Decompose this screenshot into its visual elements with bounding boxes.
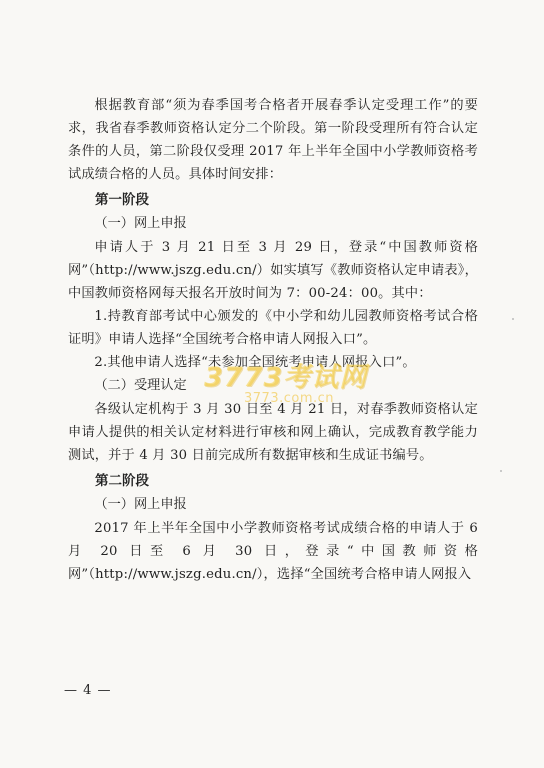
page-number: — 4 — [64,683,112,698]
scan-speck [500,470,502,472]
stage1-item-1: 1.持教育部考试中心颁发的《中小学和幼儿园教师资格考试合格证明》申请人选择“全国统考合格申请人网报入口”。 [68,309,478,347]
stage1-online-subheading: （一）网上申报 [94,216,187,231]
document-body [68,94,478,586]
stage1-accept-paragraph: 各级认定机构于 3 月 30 日至 4 月 21 日，对春季教师资格认定申请人提供的相关认定材料进行审核和网上确认，完成教育教学能力测试，并于 4 月 30 日前完成所有数据审核和生成证书编号。 [68,402,478,463]
stage1-accept-subheading: （二）受理认定 [94,378,187,393]
watermark-url: 3773.com.cn [244,391,334,406]
stage2-apply-paragraph: 2017 年上半年全国中小学教师资格考试成绩合格的申请人于 6 月 20 日至 6 月 30 日，登录“中国教师资格网”（http://www.jszg.edu.cn/），选择“全国统考合格申请人网报入 [68,521,478,582]
stage1-heading: 第一阶段 [95,192,149,208]
intro-paragraph: 根据教育部“须为春季国考合格者开展春季认定受理工作”的要求，我省春季教师资格认定分二个阶段。第一阶段受理所有符合认定条件的人员，第二阶段仅受理 2017 年上半年全国中小学教师资格考试成绩合格的人员。具体时间安排： [68,98,478,182]
stage2-heading: 第二阶段 [95,473,149,489]
stage1-item-2: 2.其他申请人选择“未参加全国统考申请人网报入口”。 [94,355,416,370]
scan-speck [512,318,514,320]
stage1-apply-paragraph: 申请人于 3 月 21 日至 3 月 29 日，登录“中国教师资格网”（http://www.jszg.edu.cn/）如实填写《教师资格认定申请表》，中国教师资格网每天报名开放时间为 7：00-24：00。其中： [68,240,478,301]
watermark-brand: 3773考试网 [204,362,368,393]
stage2-online-subheading: （一）网上申报 [94,497,187,512]
